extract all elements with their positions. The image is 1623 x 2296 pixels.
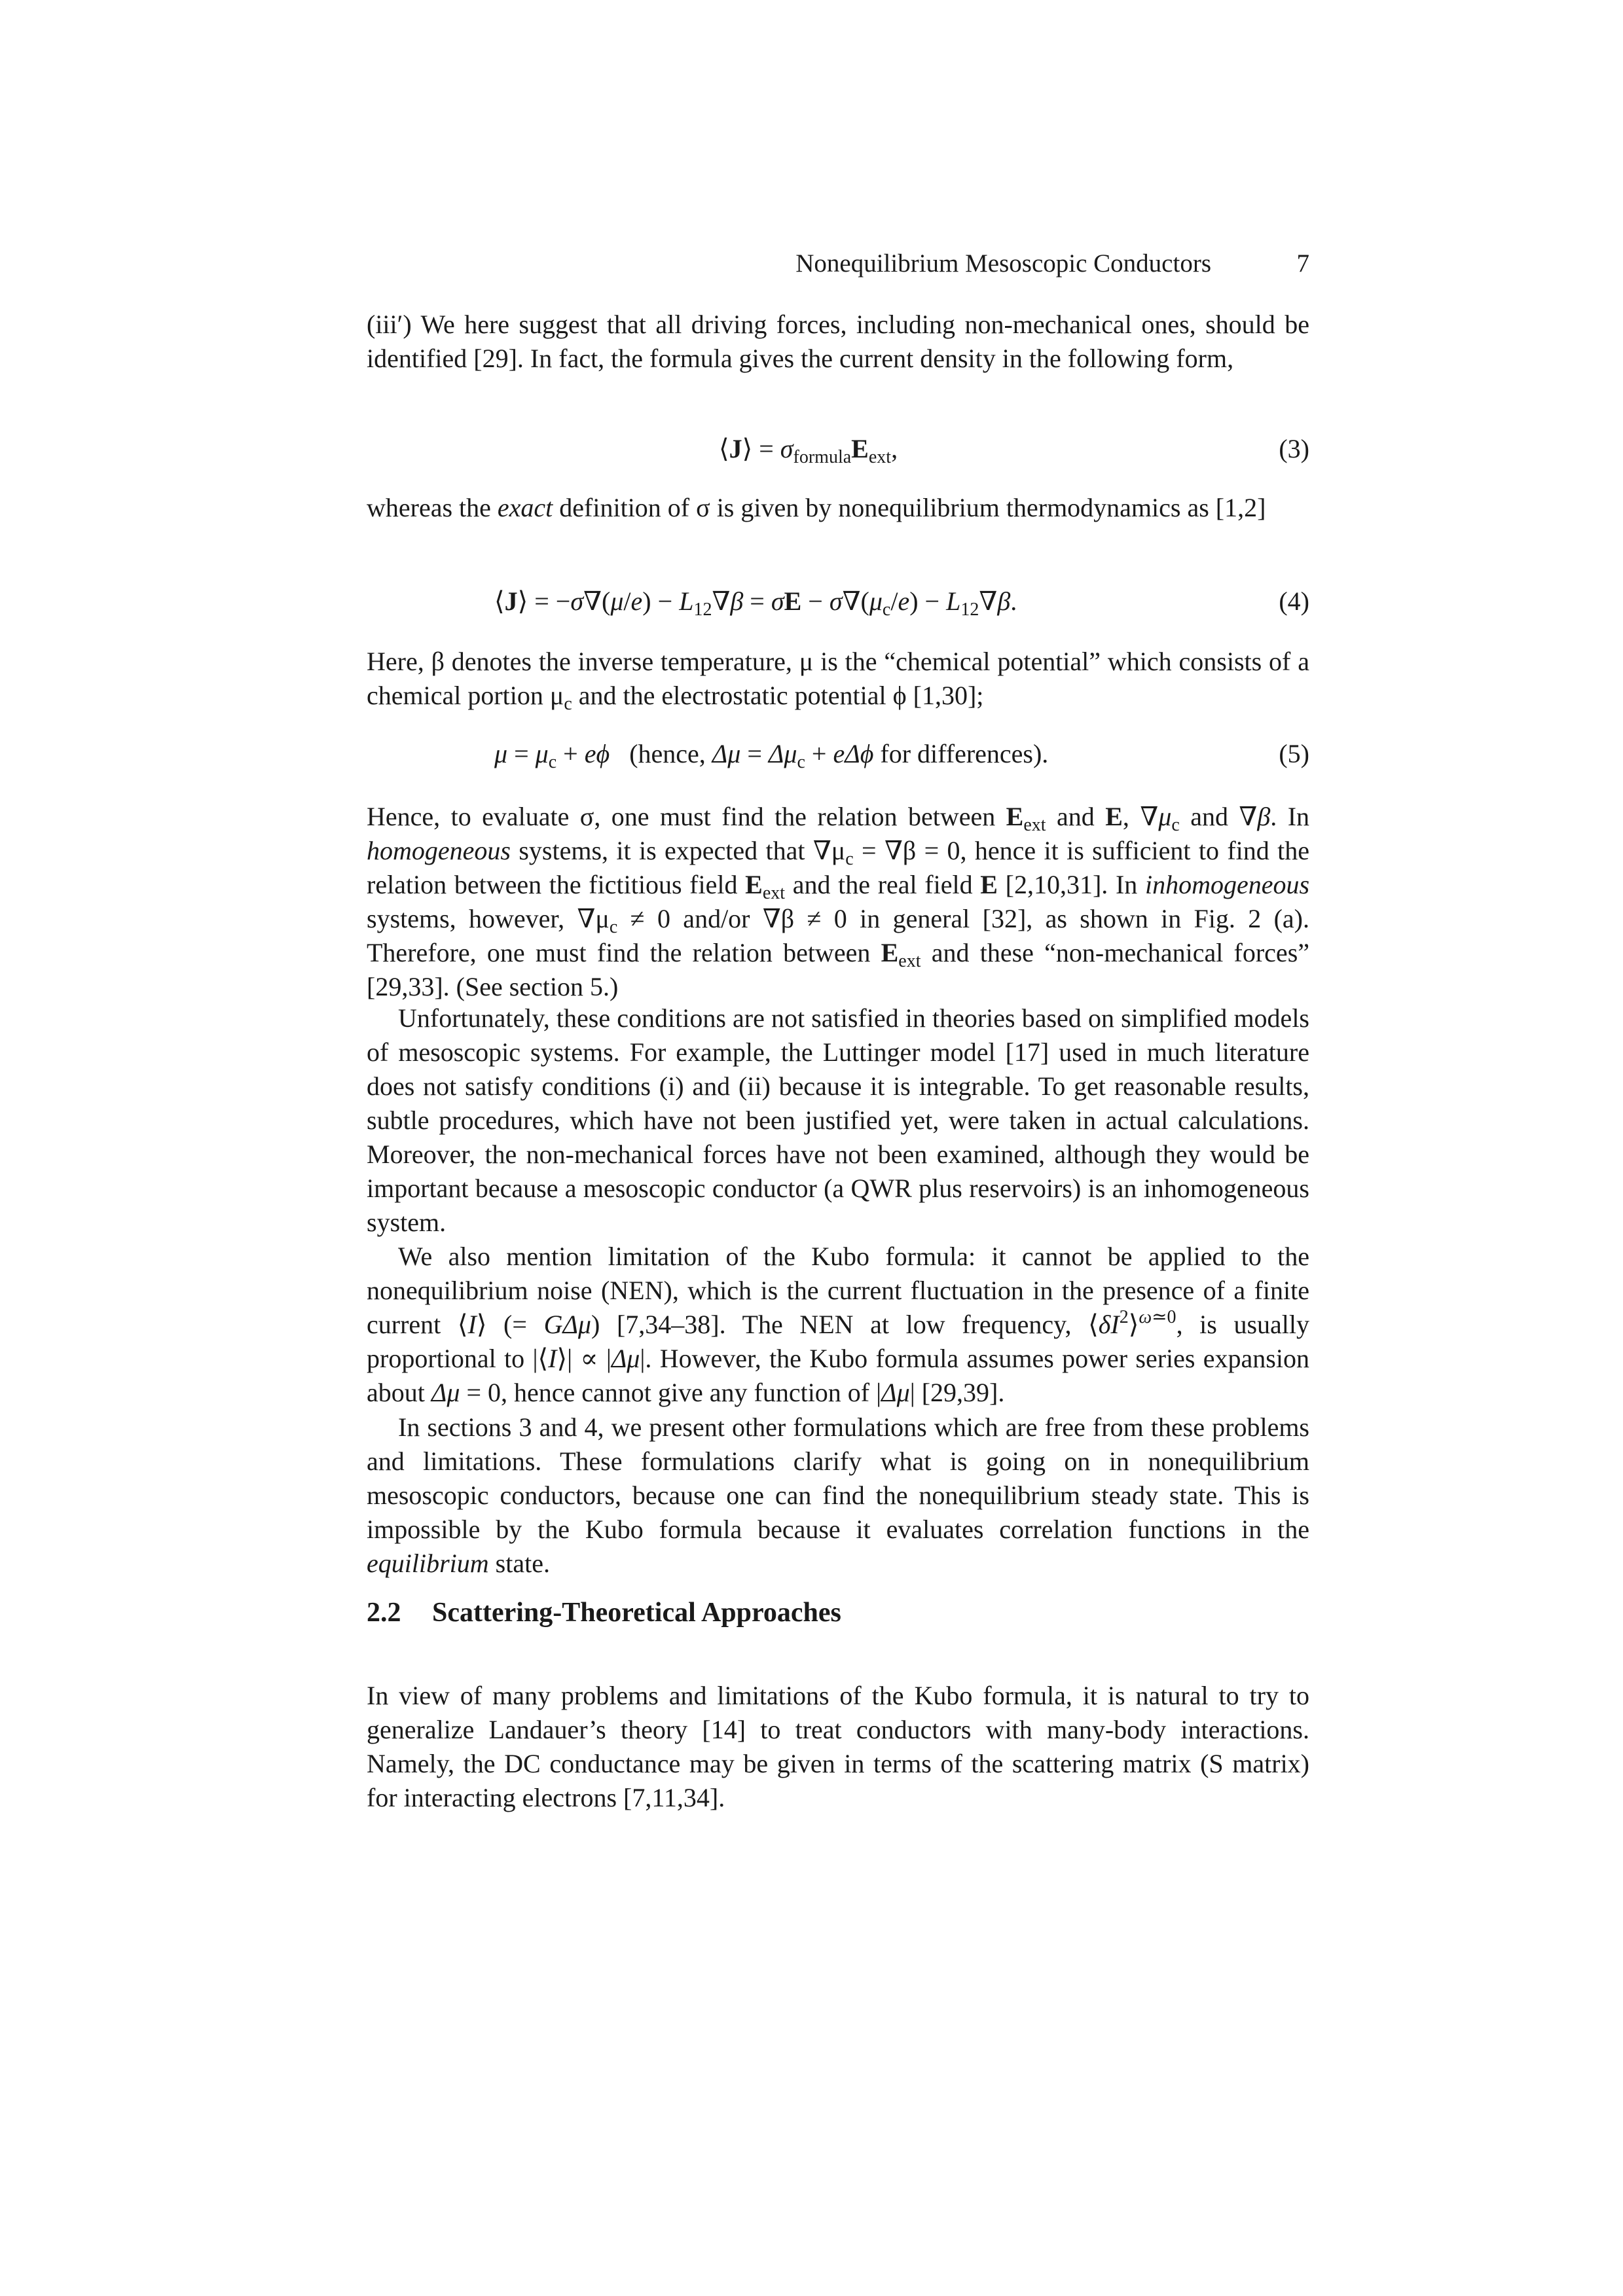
p6-b: [7,34–38]. The NEN at low frequency, [616,1310,1072,1339]
paragraph-2-a: whereas the [367,493,498,522]
equation-3 [367,433,1309,473]
running-title: Nonequilibrium Mesoscopic Conductors [795,249,1211,278]
paragraph-6: We also mention limitation of the Kubo formula: it cannot be applied to the nonequilibrium noise (NEN), which is the current fluctuation in the presence of a finite current ⟨I⟩ (= GΔμ) [7,34–38]. The NEN at low frequency, $⟨\delta I^2⟩^{\omega≃0}$, is usually proportional to |⟨I⟩| ∝ |Δμ|. However, the Kubo formula assumes power series expansion about Δμ = 0, hence cannot give any function of |Δμ| [29,39]. [367,1242,1310,1407]
paragraph-2-emphasis: exact [497,493,553,522]
p4-s10: and these “non-mechanical forces” [29,33]. (See section 5.) [367,938,1310,1001]
paragraph-7 [367,1410,1309,1581]
p6-f: [29,39]. [921,1378,1005,1407]
paragraph-8-text: In view of many problems and limitations of the Kubo formula, it is natural to try to generalize Landauer’s theory [14] to treat conductors with many-body interactions. Namely, the DC conductance may be given in terms of the scattering matrix (S matrix) for interacting electrons [7,11,34]. [367,1681,1309,1812]
paragraph-1 [367,308,1309,376]
paragraph-5 [367,1001,1309,1240]
paragraph-5-text: Unfortunately, these conditions are not satisfied in theories based on simplified models of mesoscopic systems. For example, the Luttinger model [17] used in much literature does not satisfy conditions (i) and (ii) because it is integrable. To get reasonable results, subtle procedures, which have not been justified yet, were taken in actual calculations. Moreover, the non-mechanical forces have not been examined, although they would be important because a mesoscopic conductor (a QWR plus reservoirs) is an inhomogeneous system. [367,1003,1309,1237]
equation-5 [367,738,1309,778]
paragraph-4: Hence, to evaluate σ, one must find the relation between $E_{ext}$ and E, $\nabla\mu_c$ and ∇β. In homogeneous systems, it is expected that $\nabla\mu_c = \nabla\beta = 0$, hence it is sufficient to find the relation between the fictitious field $E_{ext}$ and the real field E [2,10,31]. In inhomogeneous systems, however, $\nabla\mu_c \ne 0$ and/or ∇β ≠ 0 in general [32], as shown in Fig. 2 (a). Therefore, one must find the relation between $E_{ext}$ and these “non-mechanical forces” [29,33]. (See section 5.) [367,802,1310,1001]
paragraph-3-b: and the electrostatic potential ϕ [1,30]; [572,681,984,710]
equation-5-number: (5) [1279,739,1309,768]
p4-s8: systems, however, ∇μ [367,904,610,933]
p4-s1: Hence, to evaluate σ, one must find the relation between [367,802,996,831]
p7-a: In sections 3 and 4, we present other formulations which are free from these problems and limitations. These formulations clarify what is going on in nonequilibrium mesoscopic conductors, because one can find the nonequilibrium steady state. This is impossible by the Kubo formula because it evaluates correlation functions in the [367,1412,1309,1544]
equation-3-number: (3) [1279,434,1309,463]
equation-4 [367,586,1309,625]
p7-emphasis: equilibrium [367,1549,489,1578]
paragraph-3-a: Here, β denotes the inverse temperature, μ is the “chemical potential” which consists of a chemical portion μ [367,647,1309,710]
p4-em1: homogeneous [367,836,511,865]
section-number: 2.2 [367,1598,401,1628]
p6-d: . However, the Kubo formula assumes power series expansion about [367,1344,1309,1407]
paragraph-1-text: (iii′) We here suggest that all driving forces, including non-mechanical ones, should be identified [29]. In fact, the formula gives the current density in the following form, [367,310,1309,373]
p4-s2: and [1057,802,1095,831]
p4-s7: [2,10,31]. In [1005,870,1138,899]
p4-s4: systems, it is expected that ∇μ [519,836,846,865]
section-title: Scattering-Theoretical Approaches [432,1598,841,1628]
running-header [367,249,1309,288]
equation-4-body: ⟨J⟩ = $-\sigma\nabla(\mu/e) - L_{12}\nabla\beta = \sigma E - \sigma\nabla(\mu_c/e) - L_{12}\nabla\beta$. [494,586,1017,620]
equation-4-number: (4) [1279,586,1309,616]
p4-s6: and the real field [792,870,973,899]
equation-5-hence: (hence, [629,739,706,768]
paragraph-8 [367,1679,1309,1815]
section-heading [367,1597,841,1628]
p6-c: , is usually proportional to [367,1310,1310,1373]
p4-s5: = ∇β = 0, hence it is sufficient to find the relation between the fictitious field [367,836,1310,899]
p4-s9: ≠ 0 and/or ∇β ≠ 0 in general [32], as shown in Fig. 2 (a). Therefore, one must find the relation between [367,904,1310,967]
p4-em2: inhomogeneous [1144,870,1310,899]
equation-3-body: ⟨J⟩ = $\sigma_{formula}E_{ext}$, [719,434,898,467]
page-number: 7 [1296,249,1309,278]
paragraph-3: Here, β denotes the inverse temperature, μ is the “chemical potential” which consists of a chemical portion $\mu_c$ and the electrostatic potential ϕ [1,30]; [367,647,1309,714]
paragraph-2 [367,491,1309,525]
p4-s3: In [1287,802,1310,831]
equation-5-body: $\mu = \mu_c + e\phi$ (hence, $\Delta\mu = \Delta\mu_c + e\Delta\phi$ for differences). [494,739,1049,772]
paragraph-2-b: definition of σ is given by nonequilibrium thermodynamics as [1,2] [553,493,1266,522]
equation-5-tail: for differences). [880,739,1049,768]
p6-a: We also mention limitation of the Kubo formula: it cannot be applied to the nonequilibrium noise (NEN), which is the current fluctuation in the presence of a finite current [367,1242,1309,1339]
p6-e: , hence cannot give any function of [501,1378,870,1407]
p7-b: state. [495,1549,550,1578]
